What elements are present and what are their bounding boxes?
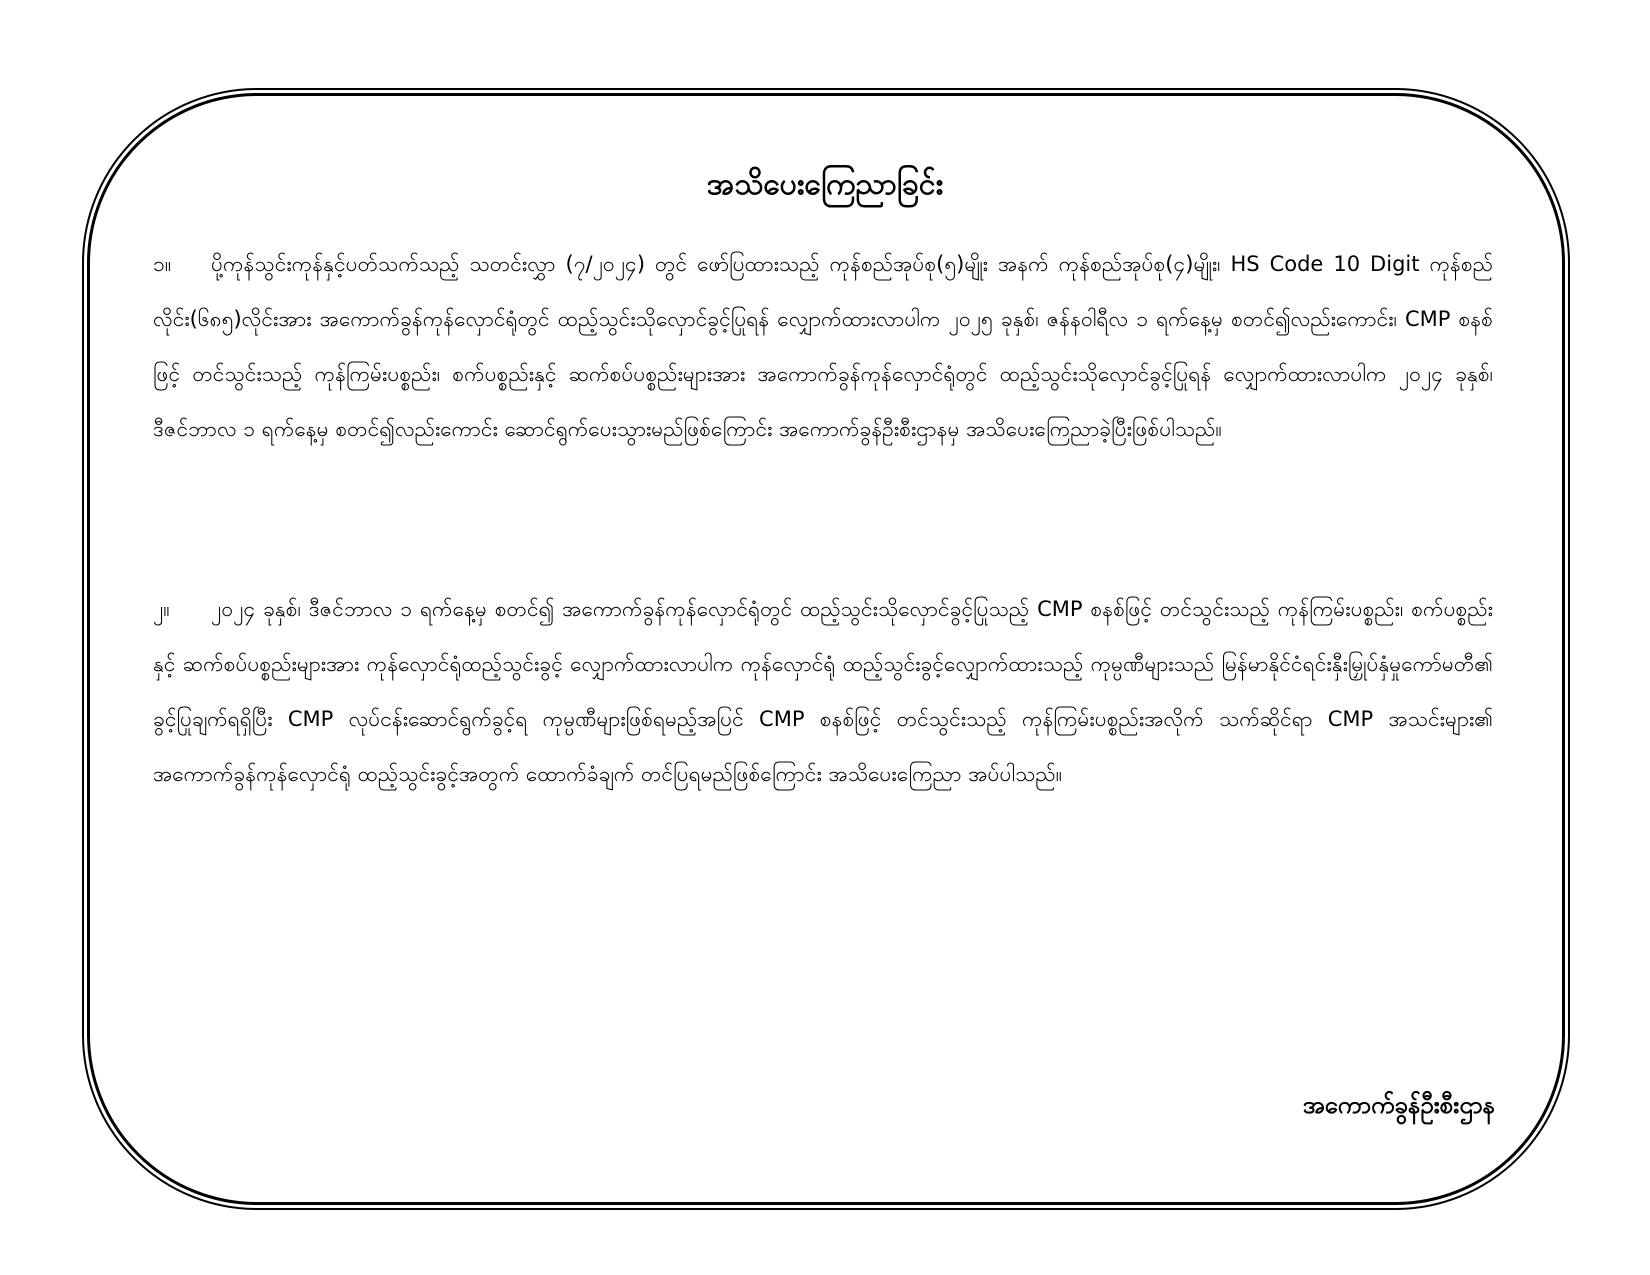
paragraph-2-text: ၂၀၂၄ ခုနှစ်၊ ဒီဇင်ဘာလ ၁ ရက်နေ့မှ စတင်၍ အကောက်ခွန်ကုန်လှောင်ရုံတွင် ထည့်သွင်းသိုလှောင်ခွင့်ပြုသည့် CMP စနစ်ဖြင့် တင်သွင်းသည့် ကုန်ကြမ်းပစ္စည်း၊ စက်ပစ္စည်းနှင့် ဆက်စပ်ပစ္စည်းများအား ကုန်လှောင်ရုံထည့်သွင်းခွင့် လျှောက်ထားလာပါက ကုန်လှောင်ရုံ ထည့်သွင်းခွင့်လျှောက်ထားသည့် ကုမ္ပဏီများသည် မြန်မာနိုင်ငံရင်းနှီးမြှုပ်နှံမှုကော်မတီ၏ ခွင့်ပြုချက်ရရှိပြီး CMP လုပ်ငန်းဆောင်ရွက်ခွင့်ရ ကုမ္ပဏီများဖြစ်ရမည့်အပြင် CMP စနစ်ဖြင့် တင်သွင်းသည့် ကုန်ကြမ်းပစ္စည်းအလိုက် သက်ဆိုင်ရာ CMP အသင်းများ၏ အကောက်ခွန်ကုန်လှောင်ရုံ ထည့်သွင်းခွင့်အတွက် ထောက်ခံချက် တင်ပြရမည်ဖြစ်ကြောင်း အသိပေးကြေညာ အပ်ပါသည်။ bbox=[153, 597, 1493, 786]
paragraph-2-number: ၂။ bbox=[153, 597, 170, 621]
signature-department: အကောက်ခွန်ဦးစီးဌာန bbox=[1302, 1091, 1495, 1119]
paragraph-1-number: ၁။ bbox=[153, 252, 172, 276]
paragraph-2 bbox=[153, 582, 1493, 802]
notice-title: အသိပေးကြေညာခြင်း bbox=[706, 167, 944, 202]
paragraph-1-text: ပို့ကုန်သွင်းကုန်နှင့်ပတ်သက်သည့် သတင်းလွှာ (၇/၂၀၂၄) တွင် ဖော်ပြထားသည့် ကုန်စည်အုပ်စု(၅)မျိုး အနက် ကုန်စည်အုပ်စု(၄)မျိုး၊ HS Code 10 Digit ကုန်စည်လိုင်း(၆၈၅)လိုင်းအား အကောက်ခွန်ကုန်လှောင်ရုံတွင် ထည့်သွင်းသိုလှောင်ခွင့်ပြုရန် လျှောက်ထားလာပါက ၂၀၂၅ ခုနှစ်၊ ဇန်နဝါရီလ ၁ ရက်နေ့မှ စတင်၍လည်းကောင်း၊ CMP စနစ်ဖြင့် တင်သွင်းသည့် ကုန်ကြမ်းပစ္စည်း၊ စက်ပစ္စည်းနှင့် ဆက်စပ်ပစ္စည်းများအား အကောက်ခွန်ကုန်လှောင်ရုံတွင် ထည့်သွင်းသိုလှောင်ခွင့်ပြုရန် လျှောက်ထားလာပါက ၂၀၂၄ ခုနှစ်၊ ဒီဇင်ဘာလ ၁ ရက်နေ့မှ စတင်၍လည်းကောင်း ဆောင်ရွက်ပေးသွားမည်ဖြစ်ကြောင်း အကောက်ခွန်ဦးစီးဌာနမှ အသိပေးကြေညာခဲ့ပြီးဖြစ်ပါသည်။ bbox=[153, 252, 1493, 441]
paragraph-1 bbox=[153, 237, 1493, 457]
